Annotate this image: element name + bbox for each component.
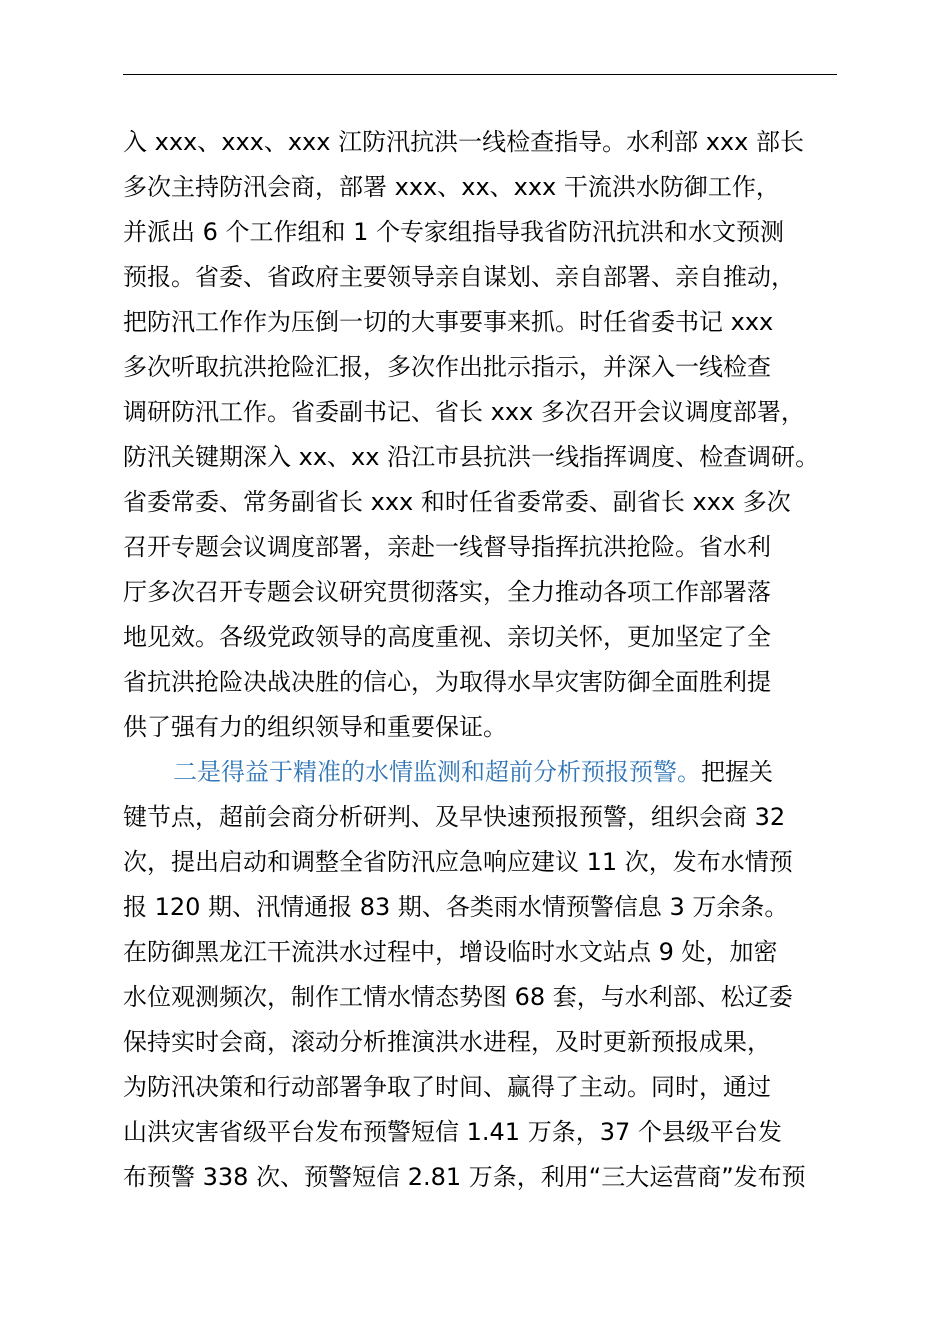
paragraph-first-line: [123, 750, 843, 795]
text-line: 入 xxx、xxx、xxx 江防汛抗洪一线检查指导。水利部 xxx 部长: [123, 128, 804, 156]
text-line: 多次主持防汛会商，部署 xxx、xx、xxx 干流洪水防御工作，: [123, 173, 780, 201]
text-line: 预报。省委、省政府主要领导亲自谋划、亲自部署、亲自推动，: [123, 263, 795, 291]
section-heading: 二是得益于精准的水情监测和超前分析预报预警。: [173, 758, 701, 786]
text-line: 省委常委、常务副省长 xxx 和时任省委常委、副省长 xxx 多次: [123, 488, 791, 516]
text-line: 次，提出启动和调整全省防汛应急响应建议 11 次，发布水情预: [123, 848, 793, 876]
text-line: 厅多次召开专题会议研究贯彻落实，全力推动各项工作部署落: [123, 578, 771, 606]
text-line: 水位观测频次，制作工情水情态势图 68 套，与水利部、松辽委: [123, 983, 793, 1011]
text-line: 防汛关键期深入 xx、xx 沿江市县抗洪一线指挥调度、检查调研。: [123, 443, 820, 471]
paragraph-leadership: [123, 120, 843, 750]
text-line: 键节点，超前会商分析研判、及早快速预报预警，组织会商 32: [123, 803, 786, 831]
document-body: [123, 120, 843, 1200]
text-line: 省抗洪抢险决战决胜的信心，为取得水旱灾害防御全面胜利提: [123, 668, 771, 696]
paragraph-monitoring: [123, 750, 843, 1200]
text-line: 保持实时会商，滚动分析推演洪水进程，及时更新预报成果，: [123, 1028, 771, 1056]
text-line: 山洪灾害省级平台发布预警短信 1.41 万条，37 个县级平台发: [123, 1118, 782, 1146]
text-line: 为防汛决策和行动部署争取了时间、赢得了主动。同时，通过: [123, 1073, 771, 1101]
header-rule: [123, 74, 837, 75]
text-line: 多次听取抗洪抢险汇报，多次作出批示指示，并深入一线检查: [123, 353, 771, 381]
text-line: 报 120 期、汛情通报 83 期、各类雨水情预警信息 3 万余条。: [123, 893, 789, 921]
text-line: 地见效。各级党政领导的高度重视、亲切关怀，更加坚定了全: [123, 623, 771, 651]
text-line: 把防汛工作作为压倒一切的大事要事来抓。时任省委书记 xxx: [123, 308, 774, 336]
text-line: 供了强有力的组织领导和重要保证。: [123, 713, 507, 741]
text-line: 并派出 6 个工作组和 1 个专家组指导我省防汛抗洪和水文预测: [123, 218, 785, 246]
text-line: 在防御黑龙江干流洪水过程中，增设临时水文站点 9 处，加密: [123, 938, 778, 966]
text-line: 布预警 338 次、预警短信 2.81 万条，利用“三大运营商”发布预: [123, 1163, 806, 1191]
text-run: 把握关: [701, 758, 773, 786]
text-line: 召开专题会议调度部署，亲赴一线督导指挥抗洪抢险。省水利: [123, 533, 771, 561]
text-line: 调研防汛工作。省委副书记、省长 xxx 多次召开会议调度部署，: [123, 398, 805, 426]
